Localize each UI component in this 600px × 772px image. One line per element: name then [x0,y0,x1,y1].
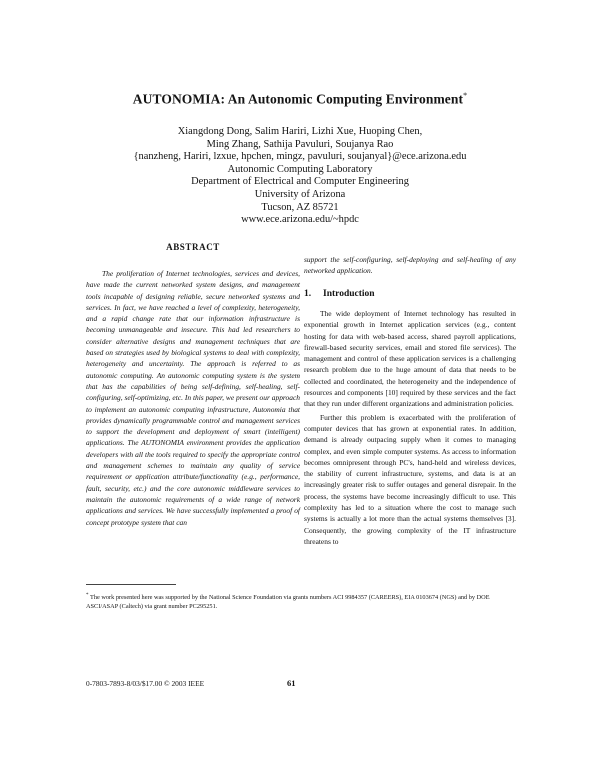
abstract-column [86,268,300,528]
affiliation-website: www.ece.arizona.edu/~hpdc [241,214,359,226]
introduction-column [304,308,516,549]
abstract-heading: ABSTRACT [166,242,220,252]
footnote [86,591,516,612]
paper-title: AUTONOMIA: An Autonomic Computing Environment* [132,91,468,107]
author-names-line-2: Ming Zhang, Sathija Pavuluri, Soujanya Rao [206,138,394,150]
author-names-line-1: Xiangdong Dong, Salim Hariri, Lizhi Xue, Huoping Chen, [177,126,423,137]
footnote-marker: * [86,593,89,598]
footer-isbn: 0-7803-7893-8/03/$17.00 © 2003 IEEE [86,679,205,688]
section-number: 1. [304,289,312,299]
affiliation-lab: Autonomic Computing Laboratory [227,163,373,175]
affiliation-university: University of Arizona [254,188,346,200]
abstract-body: The proliferation of Internet technologies, services and devices, have made the current networked system designs, and management tools incapable of designing reliable, secure networked systems and services. In fact, we have reached a level of complexity, heterogeneity, and a rapid change rate that our information infrastructure is becoming unmanageable and insecure. This had led researchers to consider alternative designs and management techniques that are based on strategies used by biological systems to deal with complexity, heterogeneity and uncertainty. The approach is referred to as autonomic computing. An autonomic computing system is the system that has the capabilities of being self-defining, self-healing, self-configuring, self-optimizing, etc. In this paper, we present our approach to implement an autonomic computing infrastructure, Autonomia that provides dynamically programmable control and management services to support the development and deployment of smart (intelligent) applications. The AUTONOMIA environment provides the application developers with all the tools required to specify the appropriate control and management schemes to maintain any quality of service requirement or application attribute/functionality (e.g., performance, fault, security, etc.) and the core autonomic middleware services to maintain the autonomic requirements of a wide range of network applications and services. We have successfully implemented a proof of concept prototype system that can [86,269,300,527]
abstract-continuation: support the self-configuring, self-deploying and self-healing of any networked application. [304,255,516,276]
section-heading-introduction [304,289,375,299]
page-number: 61 [287,678,296,688]
affiliation-department: Department of Electrical and Computer Engineering [191,176,409,188]
abstract-continuation-column [304,254,516,277]
intro-paragraph-2: Further this problem is exacerbated with the proliferation of computer devices that has grown at exponential rates. In addition, demand is already outpacing supply when it comes to managing complex, and even simple computer systems. As access to information becomes omnipresent through PC's, hand-held and wireless devices, the stability of current infrastructure, systems, and data is at an increasingly greater risk to suffer outages and general disrepair. In the process, the systems have become increasingly difficult to use. This complexity has led to a situation where the cost to manage such systems is actually a lot more than the actual systems themselves [3]. Consequently, the growing complexity of the IT infrastructure threatens to [304,412,516,546]
author-block [0,126,600,227]
footnote-divider [86,584,176,585]
affiliation-city: Tucson, AZ 85721 [261,201,339,213]
title-footnote-marker: * [463,91,468,100]
intro-paragraph-1: The wide deployment of Internet technology has resulted in exponential growth in Internet application services (e.g., content hosting for data with web-based access, shared payroll applications, firewall-based security services, email and stored file services). The management and control of these application services is a challenging research problem due to the huge amount of data that needs to be collected and coordinated, the heterogeneity and the independence of resources and components [10] required by these services and the fact that they run under different organizations and administration policies. [304,309,516,409]
footnote-text: The work presented here was supported by the National Science Foundation via grants numbers ACI 9984357 (CAREERS), EIA 0103674 (NGS) and by DOE ASCI/ASAP (Caltech) via grant number PC295251. [86,594,490,611]
author-emails: {nanzheng, Hariri, lzxue, hpchen, mingz, pavuluri, soujanyal}@ece.arizona.edu [133,151,467,163]
section-title: Introduction [323,289,375,299]
